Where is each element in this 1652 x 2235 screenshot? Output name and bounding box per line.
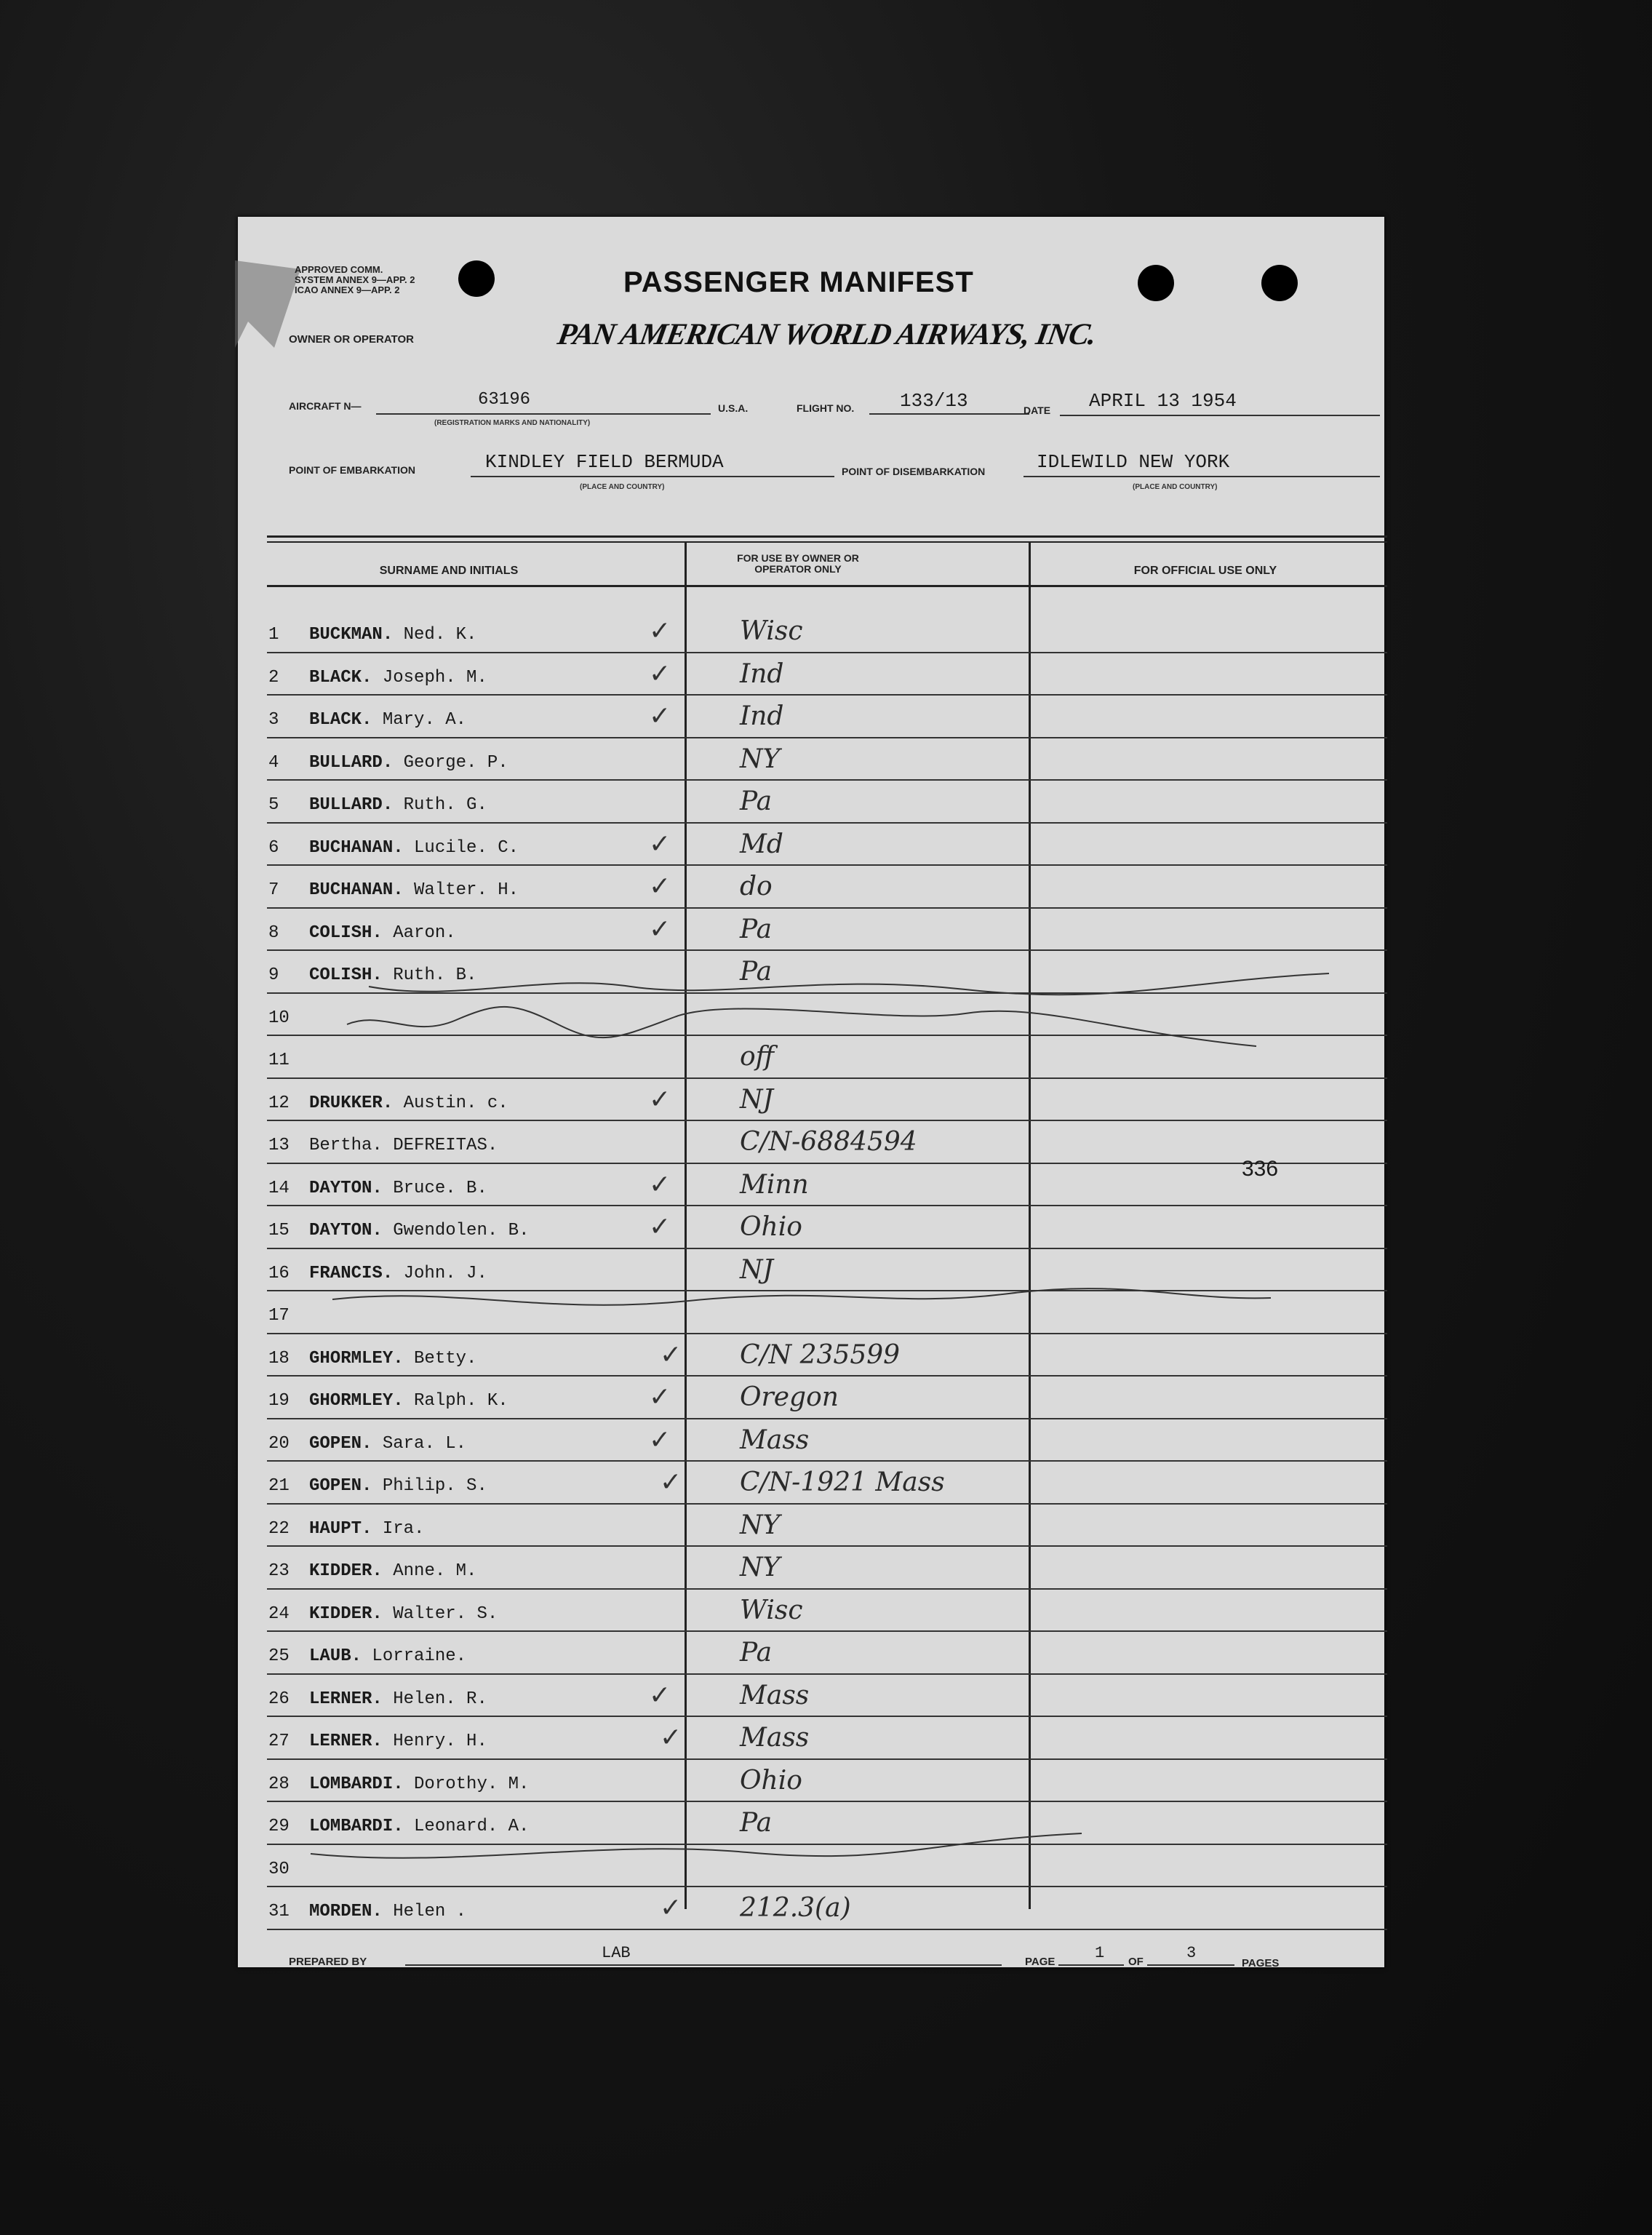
table-top-rule-2: [267, 541, 1387, 543]
disembark-label: POINT OF DISEMBARKATION: [842, 466, 986, 477]
void-scribble-row-11: [347, 1007, 1256, 1046]
passenger-surname: LERNER.: [309, 1689, 383, 1709]
row-number: 29: [268, 1817, 290, 1836]
row-number: 2: [268, 667, 279, 688]
passenger-surname: GHORMLEY.: [309, 1348, 404, 1369]
row-number: 1: [268, 625, 279, 645]
table-header-bottom-rule: [267, 585, 1387, 587]
row-rule: [267, 1886, 1387, 1887]
passenger-surname: BUCHANAN.: [309, 880, 404, 900]
passenger-name: [309, 1561, 476, 1581]
passenger-name: [309, 1689, 487, 1709]
passenger-surname: LAUB.: [309, 1646, 362, 1666]
passenger-surname: GOPEN.: [309, 1433, 372, 1454]
owner-note: NJ: [740, 1084, 773, 1115]
usa-label: U.S.A.: [718, 402, 749, 414]
passenger-surname: DAYTON.: [309, 1221, 383, 1240]
row-rule: [267, 1630, 1387, 1632]
owner-note: NJ: [740, 1254, 773, 1285]
row-rule: [267, 992, 1387, 994]
row-rule: [267, 1460, 1387, 1462]
row-number: 23: [268, 1561, 290, 1581]
passenger-name: [309, 923, 456, 943]
checkmark-icon: ✓: [660, 1467, 682, 1497]
owner-note: C/N 235599: [740, 1339, 901, 1370]
disembark-caption: (PLACE AND COUNTRY): [1133, 483, 1218, 491]
page-underline: [1058, 1964, 1124, 1966]
row-rule: [267, 1673, 1387, 1675]
row-rule: [267, 1844, 1387, 1845]
void-scribble-row-30: [311, 1833, 1082, 1858]
owner-note: Pa: [740, 786, 773, 816]
passenger-surname: HAUPT.: [309, 1518, 372, 1539]
owner-note: NY: [740, 744, 781, 774]
row-rule: [267, 652, 1387, 653]
checkmark-icon: ✓: [649, 1382, 671, 1412]
row-rule: [267, 1929, 1387, 1930]
checkmark-icon: ✓: [649, 616, 671, 646]
row-rule: [267, 1716, 1387, 1717]
passenger-given-names: Walter. H.: [414, 880, 519, 900]
of-label: OF: [1128, 1956, 1144, 1968]
checkmark-icon: ✓: [649, 1084, 671, 1115]
embark-caption: (PLACE AND COUNTRY): [580, 483, 665, 491]
passenger-given-names: Sara. L.: [382, 1433, 467, 1454]
flight-value: 133/13: [900, 390, 968, 412]
passenger-given-names: Mary. A.: [382, 710, 467, 730]
approval-stamp: [295, 264, 415, 295]
passenger-surname: FRANCIS.: [309, 1263, 394, 1283]
passenger-surname: BLACK.: [309, 710, 372, 730]
passenger-name: [309, 1264, 487, 1283]
row-number: 5: [268, 795, 279, 815]
row-number: 25: [268, 1646, 290, 1666]
checkmark-icon: ✓: [649, 1212, 671, 1242]
aircraft-label: AIRCRAFT N—: [289, 400, 362, 412]
passenger-surname: KIDDER.: [309, 1561, 383, 1581]
checkmark-icon: ✓: [660, 1723, 682, 1753]
passenger-name: [309, 795, 487, 815]
table-top-rule: [267, 535, 1387, 538]
row-number: 26: [268, 1689, 290, 1709]
passenger-name: [309, 1817, 529, 1836]
row-number: 28: [268, 1774, 290, 1794]
page-label: PAGE: [1025, 1956, 1056, 1968]
aircraft-underline: [376, 413, 711, 415]
row-rule: [267, 1588, 1387, 1590]
passenger-given-names: Ruth. G.: [403, 795, 487, 815]
passenger-surname: BLACK.: [309, 667, 372, 688]
passenger-given-names: Joseph. M.: [382, 667, 487, 688]
aircraft-value: 63196: [478, 390, 531, 410]
owner-note: Wisc: [740, 1595, 803, 1625]
passenger-name: [309, 1646, 466, 1666]
punch-hole-left: [458, 260, 495, 297]
row-rule: [267, 1758, 1387, 1760]
row-number: 16: [268, 1263, 290, 1283]
owner-note: Pa: [740, 1808, 773, 1838]
passenger-given-names: Dorothy. M.: [414, 1774, 530, 1794]
row-number: 18: [268, 1348, 290, 1369]
owner-note: off: [740, 1042, 775, 1072]
passenger-given-names: Ira.: [382, 1518, 425, 1539]
row-number: 13: [268, 1136, 290, 1155]
passenger-given-names: John. J.: [403, 1263, 487, 1283]
disembark-value: IDLEWILD NEW YORK: [1037, 451, 1230, 473]
prepared-value: LAB: [602, 1944, 631, 1962]
passenger-given-names: Anne. M.: [393, 1561, 477, 1581]
passenger-given-names: Philip. S.: [382, 1476, 487, 1496]
checkmark-icon: ✓: [649, 1169, 671, 1200]
embark-label: POINT OF EMBARKATION: [289, 464, 415, 476]
passenger-surname: BULLARD.: [309, 752, 394, 773]
row-number: 15: [268, 1221, 290, 1240]
row-number: 12: [268, 1093, 290, 1113]
passenger-name: [309, 1604, 498, 1624]
passenger-given-names: Helen. R.: [393, 1689, 487, 1709]
owner-note: C/N-1921 Mass: [740, 1467, 945, 1497]
row-number: 20: [268, 1433, 290, 1454]
row-rule: [267, 949, 1387, 951]
checkmark-icon: ✓: [649, 701, 671, 731]
flight-label: FLIGHT NO.: [797, 402, 855, 414]
passenger-given-names: Ned. K.: [403, 625, 477, 645]
owner-label: OWNER OR OPERATOR: [289, 333, 414, 346]
passenger-name: [309, 668, 487, 688]
passenger-given-names: Walter. S.: [393, 1603, 498, 1624]
col-head-surname: SURNAME AND INITIALS: [379, 565, 519, 577]
row-number: 6: [268, 837, 279, 858]
date-underline: [1060, 415, 1380, 416]
owner-note: Ind: [740, 658, 784, 689]
row-rule: [267, 1035, 1387, 1036]
row-rule: [267, 1163, 1387, 1164]
row-number: 9: [268, 965, 279, 985]
passenger-name: [309, 1519, 424, 1539]
owner-note: Oregon: [740, 1382, 839, 1412]
passenger-name: [309, 1093, 508, 1113]
passenger-given-names: Bruce. B.: [393, 1178, 487, 1198]
passenger-surname: GHORMLEY.: [309, 1391, 404, 1411]
row-rule: [267, 1333, 1387, 1334]
row-number: 10: [268, 1008, 290, 1028]
passenger-given-names: Gwendolen. B.: [393, 1221, 530, 1240]
checkmark-icon: ✓: [660, 1339, 682, 1370]
owner-note: Wisc: [740, 616, 803, 646]
checkmark-icon: ✓: [649, 1425, 671, 1455]
row-rule: [267, 822, 1387, 824]
passenger-name: [309, 965, 476, 985]
row-rule: [267, 1077, 1387, 1079]
passenger-given-names: Lorraine.: [372, 1646, 467, 1666]
passenger-given-names: George. P.: [403, 752, 508, 773]
owner-note: Md: [740, 829, 783, 859]
row-number: 27: [268, 1732, 290, 1751]
owner-note: Ohio: [740, 1212, 802, 1242]
row-number: 11: [268, 1051, 290, 1070]
row-number: 3: [268, 710, 279, 730]
of-value: 3: [1186, 1944, 1197, 1962]
row-number: 8: [268, 923, 279, 943]
of-underline: [1147, 1964, 1234, 1966]
passenger-given-names: Lucile. C.: [414, 837, 519, 858]
owner-note: do: [740, 872, 773, 901]
passenger-name: [309, 625, 476, 645]
passenger-surname: LERNER.: [309, 1732, 383, 1751]
passenger-surname: DRUKKER.: [309, 1093, 394, 1113]
row-number: 17: [268, 1306, 290, 1326]
checkmark-icon: ✓: [649, 658, 671, 689]
owner-note: NY: [740, 1553, 781, 1582]
passenger-surname: DAYTON.: [309, 1178, 383, 1198]
row-rule: [267, 1120, 1387, 1121]
row-rule: [267, 1290, 1387, 1291]
date-value: APRIL 13 1954: [1089, 390, 1237, 412]
disembark-underline: [1023, 476, 1380, 477]
passenger-name: [309, 1221, 529, 1240]
col-divider-2: [1029, 541, 1031, 1909]
passenger-surname: COLISH.: [309, 923, 383, 943]
passenger-surname: BUCHANAN.: [309, 837, 404, 858]
col-head-owner-use: FOR USE BY OWNER OR OPERATOR ONLY: [737, 552, 859, 575]
owner-note: Minn: [740, 1169, 809, 1200]
col-head-official-use: FOR OFFICIAL USE ONLY: [1133, 565, 1277, 577]
passenger-surname: KIDDER.: [309, 1603, 383, 1624]
row-rule: [267, 907, 1387, 909]
passenger-name: [309, 753, 508, 773]
owner-note: 212.3(a): [740, 1893, 851, 1923]
owner-note: Pa: [740, 957, 773, 987]
passenger-given-names: Aaron.: [393, 923, 456, 943]
owner-note: Ohio: [740, 1765, 802, 1796]
row-rule: [267, 1375, 1387, 1377]
operator-name: PAN AMERICAN WORLD AIRWAYS, INC.: [554, 318, 1099, 351]
punch-hole-right-2: [1261, 265, 1298, 301]
passenger-given-names: Bertha. DEFREITAS.: [309, 1136, 498, 1155]
official-note: 336: [1242, 1156, 1279, 1181]
passenger-surname: LOMBARDI.: [309, 1817, 404, 1836]
page-title: PASSENGER MANIFEST: [623, 266, 974, 298]
row-rule: [267, 694, 1387, 696]
row-rule: [267, 1205, 1387, 1206]
owner-note: Ind: [740, 701, 784, 731]
passenger-name: [309, 1391, 508, 1411]
approval-line: APPROVED COMM.: [295, 264, 383, 275]
passenger-given-names: Ralph. K.: [414, 1391, 508, 1411]
passenger-given-names: Austin. c.: [403, 1093, 508, 1113]
passenger-surname: MORDEN.: [309, 1902, 383, 1921]
passenger-given-names: Ruth. B.: [393, 965, 477, 985]
checkmark-icon: ✓: [649, 872, 671, 901]
passenger-given-names: Helen .: [393, 1902, 467, 1921]
passenger-surname: COLISH.: [309, 965, 383, 985]
date-label: DATE: [1023, 405, 1051, 416]
passenger-name: [309, 1902, 466, 1921]
row-rule: [267, 1545, 1387, 1547]
owner-note: C/N-6884594: [740, 1127, 917, 1157]
row-rule: [267, 1503, 1387, 1505]
registration-caption: (REGISTRATION MARKS AND NATIONALITY): [434, 419, 591, 427]
prepared-label: PREPARED BY: [289, 1956, 367, 1968]
passenger-name: [309, 1732, 487, 1751]
owner-note: Mass: [740, 1723, 810, 1753]
row-number: 21: [268, 1476, 290, 1496]
checkmark-icon: ✓: [660, 1893, 682, 1923]
owner-note: NY: [740, 1510, 781, 1540]
passenger-name: [309, 838, 519, 858]
embark-value: KINDLEY FIELD BERMUDA: [485, 451, 724, 473]
passenger-surname: LOMBARDI.: [309, 1774, 404, 1794]
row-rule: [267, 1248, 1387, 1249]
col-divider-1: [685, 541, 687, 1909]
punch-hole-right-1: [1138, 265, 1174, 301]
row-number: 19: [268, 1391, 290, 1411]
passenger-surname: BUCKMAN.: [309, 625, 394, 645]
passenger-name: [309, 1476, 487, 1496]
approval-line: ICAO ANNEX 9—APP. 2: [295, 284, 400, 295]
prepared-underline: [405, 1964, 1002, 1966]
passenger-given-names: Leonard. A.: [414, 1817, 530, 1836]
passenger-surname: BULLARD.: [309, 795, 394, 815]
checkmark-icon: ✓: [649, 829, 671, 859]
row-rule: [267, 779, 1387, 781]
row-number: 30: [268, 1859, 290, 1879]
passenger-name: [309, 880, 519, 900]
row-number: 7: [268, 880, 279, 900]
checkmark-icon: ✓: [649, 1680, 671, 1710]
row-rule: [267, 737, 1387, 738]
embark-underline: [471, 476, 834, 477]
passenger-given-names: Henry. H.: [393, 1732, 487, 1751]
row-rule: [267, 1801, 1387, 1802]
row-number: 22: [268, 1518, 290, 1539]
passenger-name: [309, 1774, 529, 1794]
passenger-name: [309, 710, 466, 730]
passenger-name: [309, 1349, 476, 1369]
row-number: 4: [268, 752, 279, 773]
row-rule: [267, 1418, 1387, 1419]
flight-underline: [869, 413, 1029, 415]
checkmark-icon: ✓: [649, 914, 671, 944]
pages-label: PAGES: [1242, 1957, 1280, 1969]
row-number: 14: [268, 1178, 290, 1198]
approval-line: SYSTEM ANNEX 9—APP. 2: [295, 274, 415, 285]
passenger-surname: GOPEN.: [309, 1476, 372, 1496]
passenger-name: [309, 1179, 487, 1198]
manifest-sheet: [238, 217, 1384, 1967]
row-number: 31: [268, 1902, 290, 1921]
row-number: 24: [268, 1603, 290, 1624]
owner-note: Pa: [740, 1638, 773, 1668]
owner-note: Mass: [740, 1425, 810, 1455]
owner-note: Pa: [740, 914, 773, 944]
passenger-name: [309, 1434, 466, 1454]
row-rule: [267, 864, 1387, 866]
page-value: 1: [1095, 1944, 1105, 1962]
owner-note: Mass: [740, 1680, 810, 1710]
passenger-name: [309, 1136, 498, 1155]
passenger-given-names: Betty.: [414, 1348, 477, 1369]
